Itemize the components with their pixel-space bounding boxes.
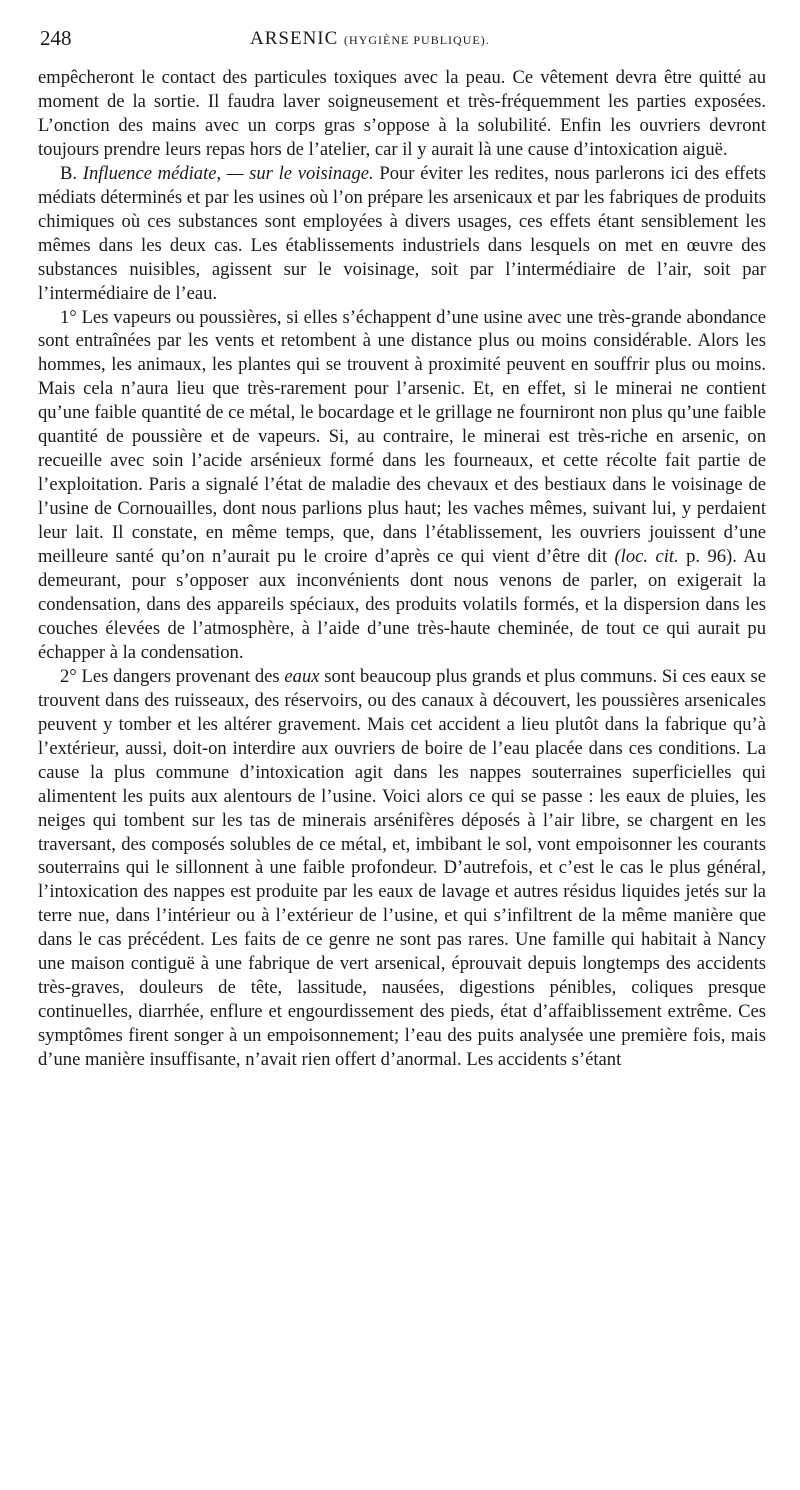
paragraph-2-lead: B. [60, 162, 78, 184]
paragraph-4-lead: 2° Les dangers provenant des [60, 665, 280, 687]
paragraph-3-text: 1° Les vapeurs ou poussières, si elles s’échappent d’une usine avec une très-grande abondance sont entraînées par les vents et retombent à une distance plus ou moins considérable. Alors les hommes, les animaux, les plantes qui se trouvent à proximité peuvent en souffrir plus ou moins. Mais cela n’aura lieu que très-rarement pour l’arsenic. Et, en effet, si le minerai ne contient qu’une faible quantité de ce métal, le bocardage et le grillage ne fourniront non plus qu’une faible quantité de poussière et de vapeurs. Si, au contraire, le minerai est très-riche en arsenic, on recueille avec soin l’acide arsénieux formé dans les fourneaux, et cette récolte fait partie de l’exploitation. Paris a signalé l’état de maladie des chevaux et des bestiaux dans le voisinage de l’usine de Cornouailles, dont nous parlions plus haut; les vaches mêmes, suivant lui, y perdaient leur lait. Il constate, en même temps, que, dans l’établissement, les ouvriers jouissent d’une meilleure santé qu’on n’aurait pu le croire d’après ce qui vient d’être dit [38, 306, 766, 568]
paragraph-2-italic-heading: Influence médiate, — sur le voisinage. [82, 162, 374, 184]
book-page [38, 26, 766, 1072]
page-header [38, 26, 766, 56]
paragraph-1 [38, 66, 766, 162]
paragraph-4-italic-word: eaux [284, 665, 320, 687]
paragraph-4-text: sont beaucoup plus grands et plus communs. Si ces eaux se trouvent dans des ruisseaux, des réservoirs, ou des canaux à découvert, les poussières arsenicales peuvent y tomber et les altérer gravement. Mais cet accident a lieu plutôt dans la fabrique qu’à l’extérieur, aussi, doit-on interdire aux ouvriers de boire de l’eau placée dans ces conditions. La cause la plus commune d’intoxication agit dans les nappes souterraines superficielles qui alimentent les puits aux alentours de l’usine. Voici alors ce qui se passe : les eaux de pluies, les neiges qui tombent sur les tas de minerais arsénifères déposés à l’air libre, se chargent en les traversant, des composés solubles de ce métal, et, imbibant le sol, vont empoisonner les courants souterrains qui le sillonnent à une faible profondeur. D’autrefois, et c’est le cas le plus général, l’intoxication des nappes est produite par les eaux de lavage et autres résidus liquides jetés sur la terre nue, dans l’intérieur ou à l’extérieur de l’usine, et qui s’infiltrent de la même manière que dans le cas précédent. Les faits de ce genre ne sont pas rares. Une famille qui habitait à Nancy une maison contiguë à une fabrique de vert arsenical, éprouvait depuis longtemps des accidents très-graves, douleurs de tête, lassitude, nausées, digestions pénibles, coliques presque continuelles, diarrhée, enflure et engourdissement des pieds, état d’affaiblissement extrême. Ces symptômes firent songer à un empoisonnement; l’eau des puits analysée une première fois, mais d’une manière insuffisante, n’avait rien offert d’anormal. Les accidents s’étant [38, 665, 767, 1071]
paragraph-3 [38, 306, 766, 665]
running-title-main: ARSENIC [250, 28, 339, 49]
paragraph-2 [38, 162, 766, 306]
running-title-subtitle: (HYGIÈNE PUBLIQUE). [344, 33, 490, 47]
paragraph-1-text: empêcheront le contact des particules toxiques avec la peau. Ce vêtement devra être quitté au moment de la sortie. Il faudra laver soigneusement et très-fréquemment les parties exposées. L’onction des mains avec un corps gras s’oppose à la solubilité. Enfin les ouvriers devront toujours prendre leurs repas hors de l’atelier, car il y aurait là une cause d’intoxication aiguë. [38, 67, 766, 160]
paragraph-3-citation: (loc. cit. [614, 546, 679, 568]
page-body [38, 66, 766, 1072]
paragraph-3-tail: p. 96). Au demeurant, pour s’opposer aux inconvénients dont nous venons de parler, on exigerait la condensation, dans des appareils spéciaux, des produits volatils formés, et la dispersion dans les couches élevées de l’atmosphère, à l’aide d’une très-haute cheminée, de tout ce qui aurait pu échapper à la condensation. [38, 546, 767, 663]
page-number: 248 [40, 26, 72, 50]
paragraph-2-text: Pour éviter les redites, nous parlerons ici des effets médiats déterminés et par les usines où l’on prépare les arsenicaux et par les fabriques de produits chimiques où ces substances sont employées à divers usages, ces effets étant sensiblement les mêmes dans les deux cas. Les établissements industriels dans lesquels on met en œuvre des substances nuisibles, agissent sur le voisinage, soit par l’intermédiaire de l’air, soit par l’intermédiaire de l’eau. [38, 162, 767, 304]
paragraph-4 [38, 665, 766, 1072]
running-title [250, 28, 490, 50]
